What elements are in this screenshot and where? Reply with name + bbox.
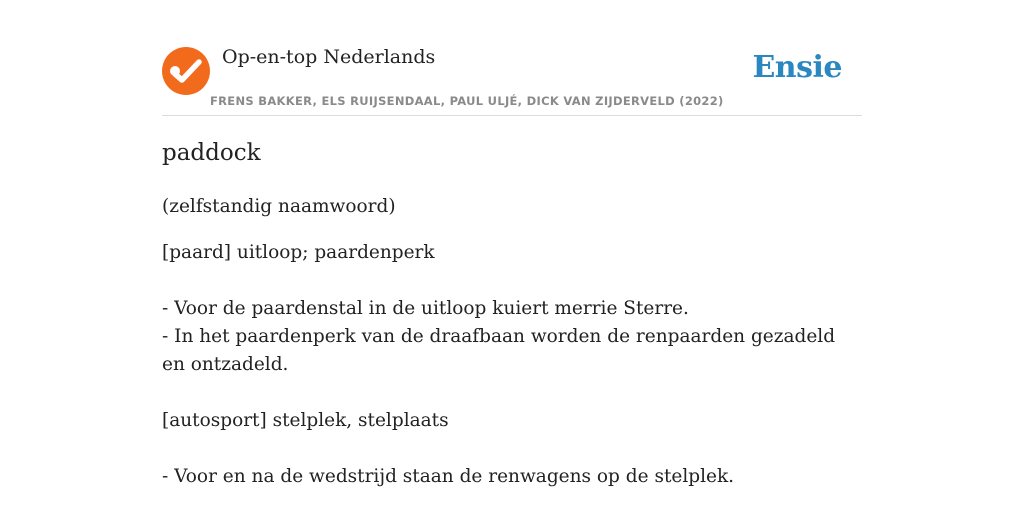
brand-logo[interactable]: Ensie [752, 50, 842, 85]
authors-line: FRENS BAKKER, ELS RUIJSENDAAL, PAUL ULJÉ, DICK VAN ZIJDERVELD (2022) [210, 94, 724, 108]
sense-definition: [paard] uitloop; paardenperk [162, 242, 435, 263]
example-sentence: - Voor de paardenstal in de uitloop kuiert merrie Sterre. [162, 298, 689, 319]
sense-definition: [autosport] stelplek, stelplaats [162, 410, 449, 431]
entry-card [162, 0, 862, 512]
divider [162, 115, 862, 116]
checkmark-circle-icon[interactable] [162, 47, 210, 95]
headword: paddock [162, 140, 261, 166]
part-of-speech: (zelfstandig naamwoord) [162, 196, 396, 217]
source-title[interactable]: Op-en-top Nederlands [222, 46, 436, 68]
example-sentence: - In het paardenperk van de draafbaan worden de renpaarden gezadeld en ontzadeld. [162, 326, 836, 375]
example-sentence: - Voor en na de wedstrijd staan de renwagens op de stelplek. [162, 466, 735, 487]
